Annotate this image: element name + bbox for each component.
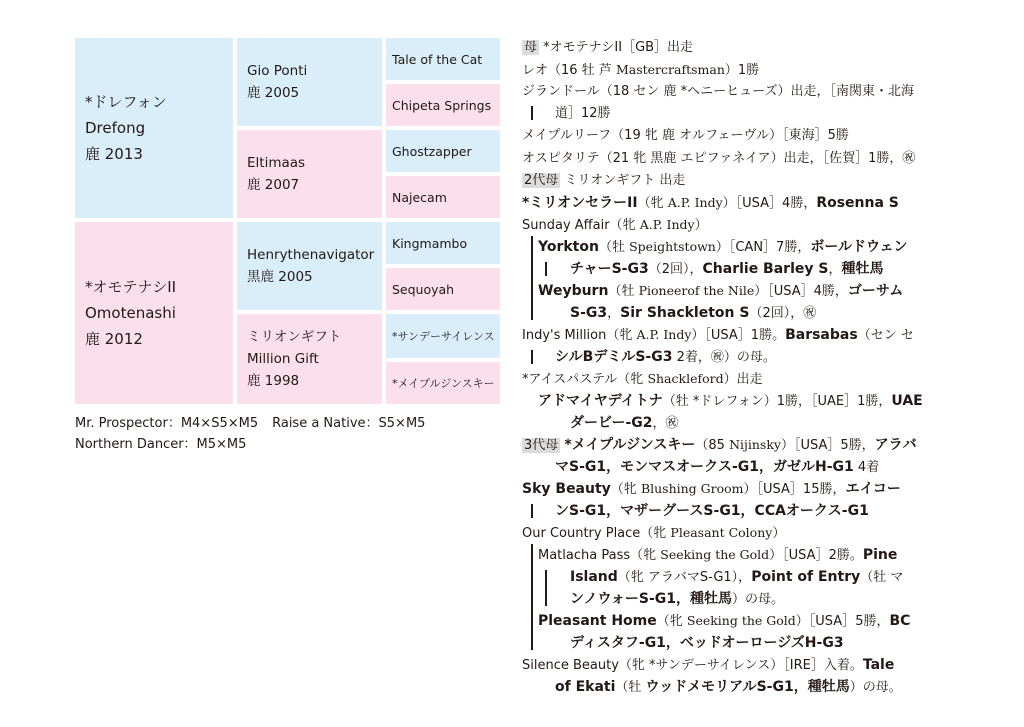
g3-name: *サンデーサイレンス <box>392 330 495 343</box>
text-segment: （牡 <box>615 680 646 695</box>
text-segment: （2回），㊗ <box>749 306 817 321</box>
family-line <box>538 281 903 302</box>
text-segment: （牡 <box>608 284 639 299</box>
continuation-bar <box>531 236 533 320</box>
text-segment: *オモテナシII［GB］出走 <box>543 40 694 55</box>
dam-name-en: Omotenashi <box>85 304 176 322</box>
g3-cell-4 <box>386 176 500 218</box>
text-segment: ）［USA］5勝， <box>780 438 875 453</box>
g3-cell-1 <box>386 38 500 80</box>
family-line <box>570 633 844 654</box>
text-segment: *メイプルジンスキー <box>564 437 696 453</box>
text-segment: メイプルリーフ（19 牝 鹿 オルフェーヴル）［東海］5勝 <box>522 128 849 143</box>
text-segment: A.P. Indy <box>667 195 723 210</box>
continuation-bar <box>531 544 533 650</box>
continuation-bar <box>545 262 547 276</box>
dam-cell <box>75 222 233 404</box>
text-segment: UAE <box>891 393 923 409</box>
family-line <box>538 545 897 566</box>
text-segment: Sir Shackleton S <box>620 305 750 321</box>
family-line <box>555 677 902 698</box>
text-segment: ）［CAN］7勝， <box>715 240 811 255</box>
text-segment: ）の母。 <box>849 680 902 695</box>
text-segment: ， <box>828 262 842 277</box>
family-line <box>570 303 816 324</box>
text-segment: Point of Entry <box>751 569 861 585</box>
g3-name: Najecam <box>392 189 447 205</box>
text-segment: A.P. Indy <box>639 217 695 232</box>
g3-cell-6 <box>386 268 500 310</box>
family-line <box>522 655 894 676</box>
text-segment: 種牡馬 <box>841 261 884 277</box>
text-segment: ジランドール（18 セン 鹿 *ヘニーヒューズ）出走，［南関東・北海 <box>522 84 915 99</box>
sire-cell <box>75 38 233 218</box>
text-segment: Pleasant Colony <box>670 525 773 540</box>
g3-name: Tale of the Cat <box>392 51 483 67</box>
sire-birth: 鹿 2013 <box>85 145 143 163</box>
text-segment: （牝 <box>610 482 641 497</box>
family-line <box>570 413 679 434</box>
sire-dam-name: Eltimaas <box>247 155 306 171</box>
inbreeding-note: Northern Dancer：M5×M5 <box>75 437 247 452</box>
text-segment: S-G3 <box>570 305 608 321</box>
text-segment: ゴーサム <box>847 283 904 299</box>
text-segment: ダービー-G2 <box>570 415 653 431</box>
text-segment: オスピタリテ（21 牝 黒鹿 エピファネイア）出走，［佐賀］1勝，㊗ <box>522 151 916 166</box>
text-segment: Rosenna S <box>816 195 899 211</box>
text-segment: ボールドウェン <box>810 239 908 255</box>
family-line <box>522 126 849 146</box>
text-segment: レオ（16 牡 芦 <box>522 63 616 78</box>
dam-dam-name-en: Million Gift <box>247 351 319 367</box>
generation-tag: 母 <box>524 40 538 55</box>
text-segment: Speightstown <box>629 239 716 254</box>
text-segment: ）［USA］15勝， <box>743 482 846 497</box>
g3-cell-3 <box>386 130 500 172</box>
family-line <box>522 325 914 346</box>
inbreeding-line-2 <box>75 433 246 452</box>
inbreeding-line-1 <box>75 412 425 431</box>
text-segment: ディスタフ-G1，ベッドオーロージズH-G3 <box>570 635 844 651</box>
g3-name: *メイプルジンスキー <box>392 377 495 390</box>
text-segment: 道］12勝 <box>555 106 611 121</box>
text-segment: ）［USA］5勝， <box>795 614 890 629</box>
g3-name: Sequoyah <box>392 281 455 297</box>
text-segment: Yorkton <box>538 239 599 255</box>
family-line <box>570 567 903 588</box>
text-segment: マS-G1，モンマスオークス-G1，ガゼルH-G1 <box>555 459 854 475</box>
g3-name: Kingmambo <box>392 235 468 251</box>
inbreeding-note: Mr. Prospector：M4×S5×M5 <box>75 416 259 431</box>
sire-dam-birth: 鹿 2007 <box>247 177 300 193</box>
text-segment: （牡 <box>598 240 630 255</box>
text-segment: Seeking the Gold <box>660 547 770 562</box>
family-line <box>555 457 879 478</box>
text-segment: ンノウォーS-G1，種牡馬 <box>570 591 733 607</box>
continuation-bar <box>531 106 533 120</box>
text-segment: Charlie Barley S <box>702 261 829 277</box>
text-segment: Sky Beauty <box>522 481 611 497</box>
g3-name: Ghostzapper <box>392 143 472 159</box>
family-line <box>522 479 901 500</box>
text-segment: （2回）， <box>648 262 703 277</box>
text-segment: （牡 マ <box>860 570 904 585</box>
text-segment: Weyburn <box>538 283 609 299</box>
family-line <box>570 589 784 610</box>
g3-cell-8 <box>386 362 500 404</box>
text-segment: ）［USA］1勝。 <box>691 328 786 343</box>
text-segment: Island <box>570 569 618 585</box>
text-segment: A.P. Indy <box>636 327 692 342</box>
inbreeding-note: Raise a Native：S5×M5 <box>272 416 426 431</box>
dam-name-jp: *オモテナシII <box>85 278 177 296</box>
sire-dam-cell <box>237 130 382 218</box>
dam-dam-cell <box>237 314 382 404</box>
family-line <box>522 82 914 102</box>
text-segment: チャーS-G3 <box>570 261 649 277</box>
text-segment: Barsabas <box>785 327 858 343</box>
continuation-bar <box>545 570 547 606</box>
text-segment: （セン セ <box>857 328 914 343</box>
text-segment: Indy's Million（牝 <box>522 328 637 343</box>
text-segment: Sunday Affair（牝 <box>522 218 640 233</box>
family-line <box>538 611 910 632</box>
family-line <box>570 259 883 280</box>
text-segment: Seeking the Gold <box>686 613 796 628</box>
text-segment: ンS-G1，マザーグースS-G1，CCAオークス-G1 <box>555 503 869 519</box>
family-line <box>538 237 908 258</box>
g3-cell-7 <box>386 314 500 358</box>
dam-dam-name-jp: ミリオンギフト <box>247 329 342 345</box>
dam-dam-birth: 鹿 1998 <box>247 373 300 389</box>
text-segment: Silence Beauty（牝 *サンデーサイレンス）［IRE］入着。 <box>522 658 863 673</box>
continuation-bar <box>531 350 533 364</box>
text-segment: Pioneerof the Nile <box>638 283 755 298</box>
text-segment: ）［USA］2勝。 <box>769 548 863 563</box>
sire-sire-birth: 鹿 2005 <box>247 85 300 101</box>
family-line <box>522 60 759 81</box>
text-segment: ，㊗ <box>652 416 679 431</box>
text-segment: of Ekati <box>555 679 616 695</box>
text-segment: ）［USA］4勝， <box>754 284 848 299</box>
dam-sire-birth: 黒鹿 2005 <box>247 269 313 285</box>
sire-sire-name: Gio Ponti <box>247 63 308 79</box>
family-line <box>522 193 899 214</box>
text-segment: BC <box>889 613 911 629</box>
text-segment: アドマイヤデイトナ <box>538 393 663 409</box>
family-line <box>555 347 776 368</box>
text-segment: Tale <box>862 657 895 673</box>
family-line <box>522 523 785 544</box>
g3-cell-2 <box>386 84 500 126</box>
text-segment: *アイスパステル（牝 <box>522 372 648 387</box>
family-line <box>555 104 611 124</box>
text-segment: ）1勝 <box>724 63 760 78</box>
g3-cell-5 <box>386 222 500 264</box>
text-segment: Blushing Groom <box>640 481 744 496</box>
text-segment: Pine <box>862 547 898 563</box>
text-segment: エイコー <box>845 481 901 497</box>
text-segment: （牝 アラバマS-G1）， <box>617 570 752 585</box>
family-line <box>522 215 708 236</box>
text-segment: 2着，㊗）の母。 <box>672 350 776 365</box>
text-segment: ）［USA］4勝， <box>722 196 817 211</box>
dam-birth: 鹿 2012 <box>85 330 143 348</box>
continuation-bar <box>531 504 533 518</box>
family-line <box>522 38 693 58</box>
g3-name: Chipeta Springs <box>392 97 492 113</box>
text-segment: Our Country Place（牝 <box>522 526 671 541</box>
family-line <box>522 435 917 456</box>
sire-sire-cell <box>237 38 382 126</box>
dam-sire-name: Henrythenavigator <box>247 247 375 263</box>
generation-tag: 2代母 <box>524 173 559 188</box>
text-segment: アラバ <box>874 437 917 453</box>
family-line <box>522 149 915 169</box>
family-line <box>538 391 923 412</box>
text-segment: Mastercraftsman <box>615 62 725 77</box>
sire-name-jp: *ドレフォン <box>85 93 167 111</box>
dam-sire-cell <box>237 222 382 310</box>
text-segment: （85 <box>695 438 730 453</box>
generation-tag: 3代母 <box>524 438 559 453</box>
family-line <box>555 501 869 522</box>
text-segment: ）の母。 <box>732 592 785 607</box>
family-line <box>522 171 685 191</box>
text-segment: ， <box>607 306 621 321</box>
text-segment: ミリオンギフト 出走 <box>564 173 686 188</box>
text-segment: ウッドメモリアルS-G1，種牡馬 <box>645 679 850 695</box>
text-segment: Matlacha Pass（牝 <box>538 548 661 563</box>
text-segment: （牝 <box>656 614 687 629</box>
text-segment: *ミリオンセラーII <box>522 195 638 211</box>
text-segment: Shackleford <box>647 371 724 386</box>
sire-name-en: Drefong <box>85 119 146 137</box>
text-segment: Nijinsky <box>729 437 781 452</box>
text-segment: ） <box>772 526 786 541</box>
text-segment: （牝 <box>637 196 668 211</box>
text-segment: 4着 <box>853 460 880 475</box>
text-segment: ）出走 <box>723 372 763 387</box>
text-segment: （牡 *ドレフォン）1勝，［UAE］1勝， <box>662 394 892 409</box>
text-segment: シルBデミルS-G3 <box>555 349 673 365</box>
family-line <box>522 369 763 390</box>
text-segment: ） <box>694 218 708 233</box>
text-segment: Pleasant Home <box>538 613 657 629</box>
